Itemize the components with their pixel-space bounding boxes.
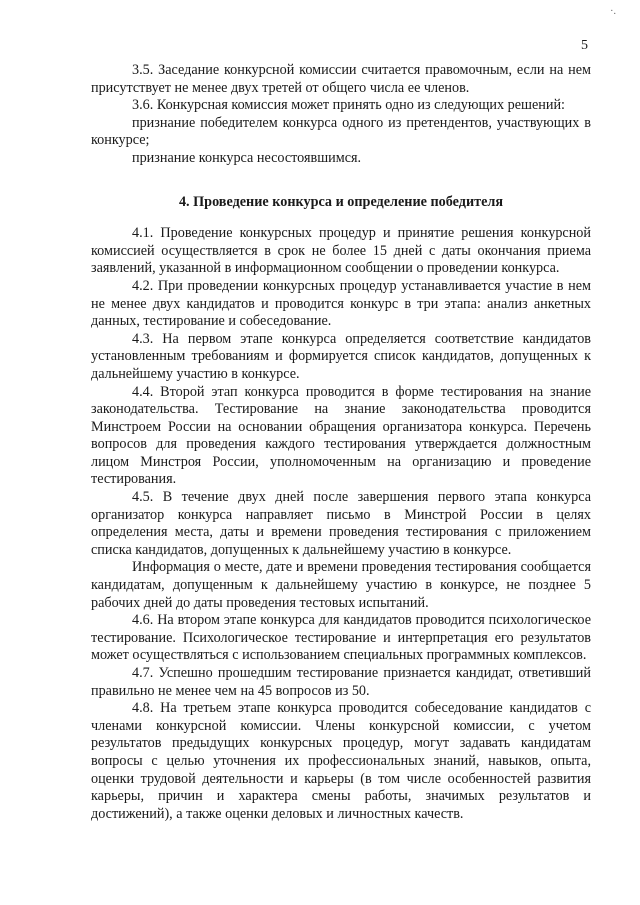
paragraph-4-4: 4.4. Второй этап конкурса проводится в форме тестирования на знание законодательства. Тестирование на знание законодательства проводится Минстроем России на основании обращения организатора конкурса. Перечень вопросов для проведения каждого тестирования утверждается должностным лицом Минстроя России, уполномоченным на организацию и проведение тестирования. xyxy=(91,383,591,488)
paragraph-4-5-info: Информация о месте, дате и времени проведения тестирования сообщается кандидатам, допущенным к дальнейшему участию в конкурсе, не позднее 5 рабочих дней до даты проведения тестовых испытаний. xyxy=(91,559,591,611)
option-winner: признание победителем конкурса одного из претендентов, участвующих в конкурсе; xyxy=(91,114,591,149)
paragraph-4-5: 4.5. В течение двух дней после завершения первого этапа конкурса организатор конкурса направляет письмо в Минстрой России в целях определения места, даты и времени проведения тестирования с приложением списка кандидатов, допущенных к дальнейшему участию в конкурсе. xyxy=(91,489,591,558)
paragraph-4-7: 4.7. Успешно прошедшим тестирование признается кандидат, ответивший правильно не менее чем на 45 вопросов из 50. xyxy=(91,665,591,699)
paragraph-4-8: 4.8. На третьем этапе конкурса проводится собеседование кандидатов с членами конкурсной комиссии. Члены конкурсной комиссии, с учетом результатов предыдущих конкурсных процедур, могут задавать кандидатам вопросы с целью уточнения их профессиональных знаний, навыков, опыта, оценки трудовой деятельности и карьеры (в том числе особенностей развития карьеры, причин и характера смены работы, значимых результатов и достижений), а также оценки деловых и личностных качеств. xyxy=(91,700,591,822)
document-body xyxy=(91,62,591,823)
paragraph-4-6: 4.6. На втором этапе конкурса для кандидатов проводится психологическое тестирование. Психологическое тестирование и интерпретация его результатов может осуществляться с использованием специальных программных комплексов. xyxy=(91,612,591,664)
paragraph-3-6: 3.6. Конкурсная комиссия может принять одно из следующих решений: xyxy=(132,97,565,114)
paragraph-4-1: 4.1. Проведение конкурсных процедур и принятие решения конкурсной комиссией осуществляется в срок не более 15 дней с даты окончания приема заявлений, указанной в информационном сообщении о проведении конкурса. xyxy=(91,225,591,277)
section-4-title: 4. Проведение конкурса и определение победителя xyxy=(178,193,504,210)
corner-mark: ·. xyxy=(610,6,616,17)
paragraph-4-2: 4.2. При проведении конкурсных процедур устанавливается участие в нем не менее двух кандидатов и проводится конкурс в три этапа: анализ анкетных данных, тестирование и собеседование. xyxy=(91,277,591,330)
paragraph-3-5: 3.5. Заседание конкурсной комиссии считается правомочным, если на нем присутствует не менее двух третей от общего числа ее членов. xyxy=(91,62,591,96)
option-failed: признание конкурса несостоявшимся. xyxy=(132,149,362,166)
paragraph-4-3: 4.3. На первом этапе конкурса определяется соответствие кандидатов установленным требованиям и формируется список кандидатов, допущенных к дальнейшему участию в конкурсе. xyxy=(91,330,591,382)
page-number: 5 xyxy=(581,38,588,53)
